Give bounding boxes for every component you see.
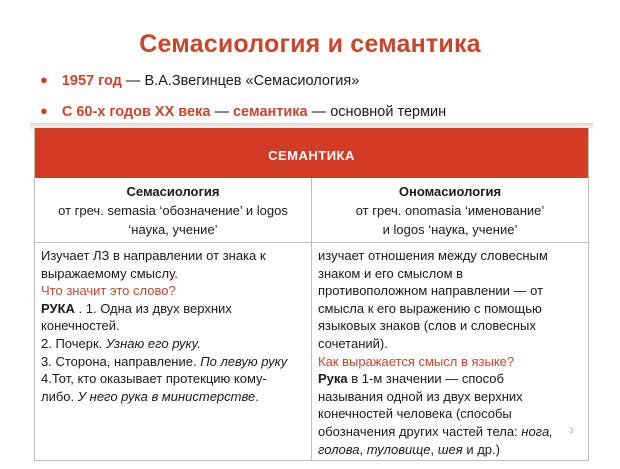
text-line: [318, 370, 582, 388]
text-line: конечностей.: [41, 318, 120, 334]
text-line: [41, 353, 305, 371]
onomasiology-description-cell: [312, 243, 588, 460]
semasiology-etymology-line: ‘наука, учение’: [128, 222, 218, 237]
text-line: изучает отношения между словесным: [318, 248, 548, 263]
text-fragment: ,: [430, 441, 438, 457]
onomasiology-question: Как выражается смысл в языке?: [318, 353, 515, 369]
bullet-dot-icon: ●: [40, 72, 48, 87]
example-italic: Узнаю его руку.: [105, 335, 201, 351]
semasiology-question: Что значит это слово?: [41, 283, 176, 299]
slide-title: Семасиология и семантика: [139, 30, 481, 58]
text-line: называния одной из двух верхних: [318, 388, 523, 404]
text-fragment: 3. Сторона, направление.: [41, 353, 201, 369]
text-line: смысла к его выражению с помощью: [318, 300, 542, 316]
example-italic: нога,: [521, 423, 553, 439]
comparison-table: [34, 128, 589, 461]
text-line: противоположном направлении — от: [318, 283, 544, 299]
onomasiology-title: Ономасиология: [398, 184, 502, 199]
text-fragment: в 1-м значении — способ: [347, 371, 504, 387]
bullet-1957: [40, 72, 359, 89]
bullet-separator: —: [307, 104, 331, 120]
text-fragment: .: [255, 388, 259, 404]
text-line: языковых знаков (слов и словесных: [318, 318, 536, 334]
text-line: сочетаний).: [318, 335, 388, 351]
bullet-separator: —: [210, 104, 233, 120]
text-line: [41, 335, 305, 353]
bullet-text: В.А.Звегинцев «Семасиология»: [144, 73, 360, 89]
bullet-dot-icon: ●: [40, 103, 48, 118]
semasiology-heading-cell: [35, 178, 312, 242]
text-line: [41, 388, 305, 406]
example-italic: шея: [437, 441, 463, 457]
text-line: знаком и его смыслом в: [318, 265, 464, 281]
bullet-60s: [40, 103, 446, 120]
table-header: СЕМАНТИКА: [35, 128, 588, 178]
example-italic: голова: [318, 441, 360, 457]
text-line: [41, 300, 305, 318]
text-line: 4.Тот, кто оказывает протекцию кому-: [41, 371, 267, 387]
text-fragment: 2. Почерк.: [41, 335, 106, 351]
text-fragment: обозначения других частей тела:: [318, 423, 522, 439]
text-line: [318, 423, 582, 441]
onomasiology-etymology-line: от греч. onomasia ‘именование’: [355, 203, 545, 218]
bullet-year: 1957 год: [61, 73, 122, 89]
text-fragment: ,: [359, 441, 367, 457]
ruka-term: РУКА: [41, 300, 75, 316]
bullet-term: семантика: [232, 104, 308, 120]
ruka-term: Рука: [318, 371, 348, 387]
table-body-row: [35, 243, 588, 460]
text-fragment: либо.: [41, 388, 78, 404]
table-heading-row: [35, 178, 588, 243]
text-line: конечностей человека (способы: [318, 406, 512, 422]
bullet-text: основной термин: [330, 104, 447, 120]
onomasiology-heading-cell: [312, 178, 588, 242]
bullet-year: С 60-х годов XX века: [61, 104, 211, 120]
text-fragment: и др.): [462, 441, 500, 457]
semasiology-description-cell: [35, 243, 312, 460]
page-number: 3: [569, 426, 574, 435]
text-line: Изучает ЛЗ в направлении от знака к: [41, 248, 266, 263]
text-line: выражаемому смыслу.: [41, 265, 178, 281]
semasiology-title: Семасиология: [126, 184, 220, 199]
semasiology-etymology-line: от греч. semasia ‘обозначение’ и logos: [58, 203, 288, 218]
text-line: [318, 441, 582, 459]
example-italic: У него рука в министерстве: [77, 388, 256, 404]
bullet-separator: —: [121, 73, 145, 89]
onomasiology-etymology-line: и logos ‘наука, учение’: [382, 222, 518, 237]
example-italic: По левую руку: [200, 353, 288, 369]
text-fragment: . 1. Одна из двух верхних: [74, 300, 232, 316]
example-italic: туловище: [366, 441, 431, 457]
